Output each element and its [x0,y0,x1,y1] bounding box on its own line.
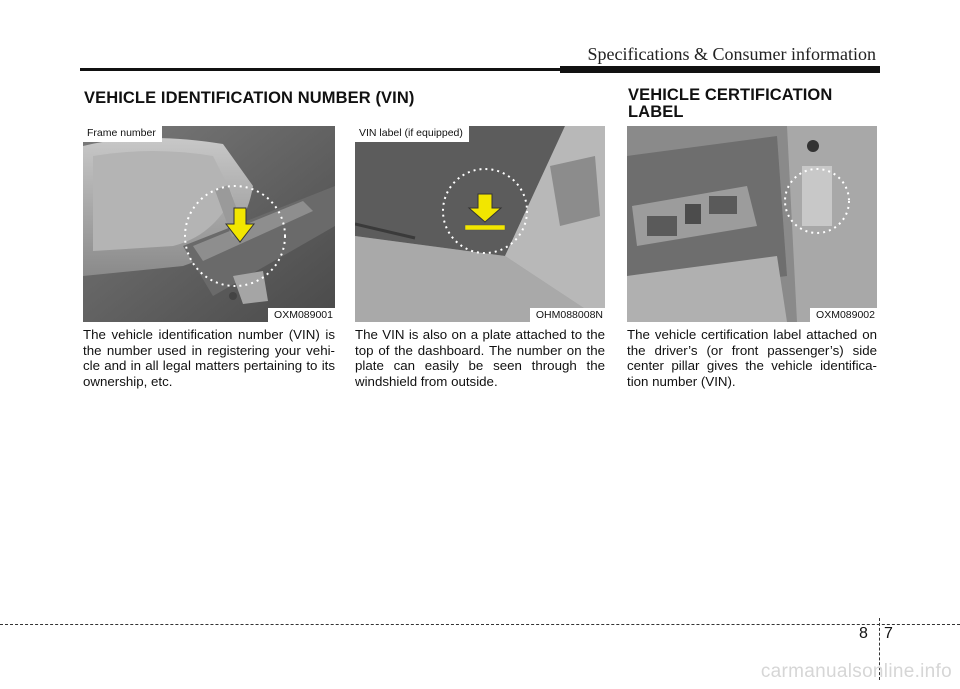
section-heading-line1: VEHICLE CERTIFICATION [628,86,833,104]
door-pillar-photo-illustration [627,126,877,322]
body-text-vin-1: The vehicle identification number (VIN) is the number used in registering your vehi-cle and in all legal matters pertaining to its ownership, etc. [83,327,335,389]
figure-frame-number [83,126,335,322]
figure-vin-label [355,126,605,322]
header-tab [560,66,880,73]
section-heading-line2: LABEL [628,103,684,121]
section-heading-certification [628,87,832,121]
figure-label-2: VIN label (if equipped) [355,126,469,142]
watermark: carmanualsonline.info [760,661,952,682]
page-number: 7 [884,625,893,642]
chapter-number: 8 [859,625,868,642]
windshield-photo-illustration [355,126,605,322]
figure-code-3: OXM089002 [810,308,877,322]
body-text-certification: The vehicle certification label attached on the driver’s (or front passenger’s) side center pillar gives the vehicle identifica-tion number (VIN). [627,327,877,389]
seat-photo-illustration [83,126,335,322]
footer-rule [0,624,960,625]
figure-code: OXM089001 [268,308,335,322]
figure-code-2: OHM088008N [530,308,605,322]
figure-label: Frame number [83,126,162,142]
figure-certification-label [627,126,877,322]
body-text-vin-2: The VIN is also on a plate attached to the top of the dashboard. The number on the plate can easily be seen through the windshield from outside. [355,327,605,389]
page-header-title: Specifications & Consumer information [587,44,876,64]
section-heading-vin: VEHICLE IDENTIFICATION NUMBER (VIN) [84,89,415,107]
